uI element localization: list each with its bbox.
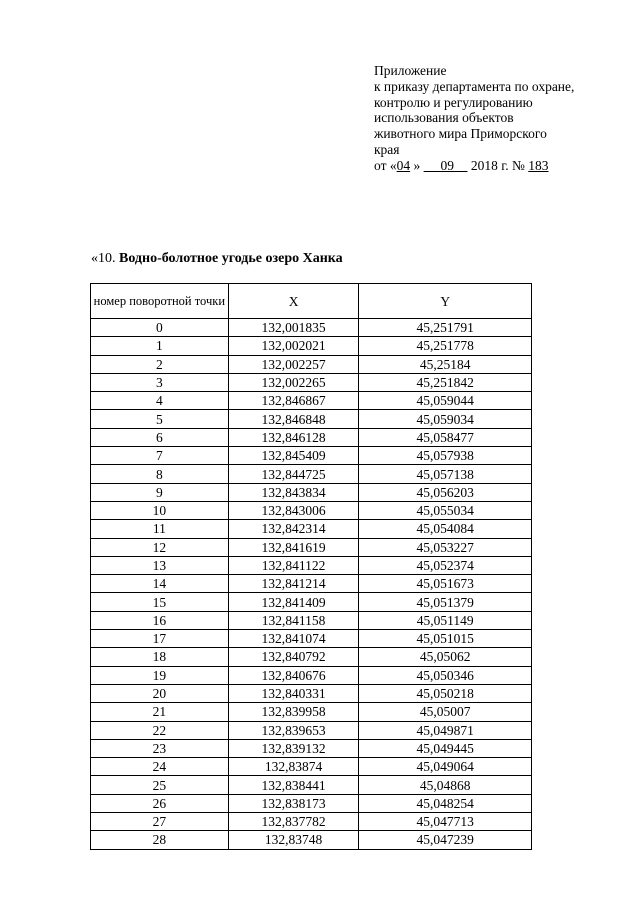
cell-y: 45,053227 (359, 538, 532, 556)
table-row (91, 684, 532, 702)
cell-point-number: 16 (91, 611, 229, 629)
cell-point-number: 15 (91, 593, 229, 611)
cell-x: 132,843834 (228, 483, 359, 501)
cell-y: 45,054084 (359, 520, 532, 538)
cell-y: 45,057938 (359, 447, 532, 465)
cell-point-number: 5 (91, 410, 229, 428)
table-row (91, 447, 532, 465)
table-row (91, 666, 532, 684)
date-day-close: » (410, 157, 424, 173)
date-prefix: от « (374, 157, 397, 173)
cell-point-number: 26 (91, 794, 229, 812)
appendix-line: к приказу департамента по охране, (374, 78, 575, 94)
cell-y: 45,047713 (359, 813, 532, 831)
header-point-number: номер поворотной точки (91, 284, 229, 319)
cell-point-number: 18 (91, 648, 229, 666)
cell-x: 132,846848 (228, 410, 359, 428)
table-row (91, 465, 532, 483)
cell-y: 45,058477 (359, 428, 532, 446)
cell-x: 132,846867 (228, 392, 359, 410)
appendix-line: животного мира Приморского (374, 126, 547, 142)
appendix-date-line (374, 158, 574, 174)
cell-point-number: 0 (91, 319, 229, 337)
cell-x: 132,841122 (228, 556, 359, 574)
section-title: Водно-болотное угодье озеро Ханка (119, 251, 343, 266)
cell-point-number: 11 (91, 520, 229, 538)
appendix-line: использования объектов (374, 110, 514, 126)
cell-x: 132,002257 (228, 355, 359, 373)
cell-point-number: 7 (91, 447, 229, 465)
cell-x: 132,840331 (228, 684, 359, 702)
cell-point-number: 27 (91, 813, 229, 831)
cell-x: 132,83748 (228, 831, 359, 849)
table-row (91, 648, 532, 666)
cell-point-number: 1 (91, 337, 229, 355)
cell-point-number: 10 (91, 501, 229, 519)
cell-y: 45,049445 (359, 739, 532, 757)
cell-y: 45,05007 (359, 703, 532, 721)
date-month-value: 09 (440, 157, 454, 173)
cell-point-number: 22 (91, 721, 229, 739)
table-row (91, 739, 532, 757)
table-row (91, 410, 532, 428)
cell-point-number: 23 (91, 739, 229, 757)
cell-x: 132,841409 (228, 593, 359, 611)
table-row (91, 501, 532, 519)
cell-x: 132,842314 (228, 520, 359, 538)
table-row (91, 776, 532, 794)
cell-y: 45,056203 (359, 483, 532, 501)
cell-point-number: 8 (91, 465, 229, 483)
date-day: 04 (396, 157, 411, 173)
header-x: X (228, 284, 359, 319)
cell-point-number: 28 (91, 831, 229, 849)
cell-point-number: 24 (91, 758, 229, 776)
cell-point-number: 9 (91, 483, 229, 501)
table-row (91, 520, 532, 538)
table-header-row (91, 284, 532, 319)
date-month (424, 158, 468, 173)
cell-x: 132,838173 (228, 794, 359, 812)
cell-y: 45,049871 (359, 721, 532, 739)
cell-x: 132,839958 (228, 703, 359, 721)
table-row (91, 373, 532, 391)
cell-y: 45,050218 (359, 684, 532, 702)
table-row (91, 721, 532, 739)
table-row (91, 337, 532, 355)
cell-y: 45,051015 (359, 630, 532, 648)
cell-point-number: 3 (91, 373, 229, 391)
table-row (91, 593, 532, 611)
appendix-line: края (374, 141, 400, 157)
table-row (91, 428, 532, 446)
table-row (91, 758, 532, 776)
cell-x: 132,002265 (228, 373, 359, 391)
cell-x: 132,843006 (228, 501, 359, 519)
cell-y: 45,049064 (359, 758, 532, 776)
table-row (91, 319, 532, 337)
cell-y: 45,05062 (359, 648, 532, 666)
cell-y: 45,055034 (359, 501, 532, 519)
cell-y: 45,251791 (359, 319, 532, 337)
cell-x: 132,840676 (228, 666, 359, 684)
cell-y: 45,059034 (359, 410, 532, 428)
cell-point-number: 25 (91, 776, 229, 794)
table-body (91, 319, 532, 850)
section-heading (91, 251, 343, 267)
cell-x: 132,844725 (228, 465, 359, 483)
cell-y: 45,052374 (359, 556, 532, 574)
cell-x: 132,841158 (228, 611, 359, 629)
cell-x: 132,838441 (228, 776, 359, 794)
order-number: 183 (528, 157, 549, 173)
cell-x: 132,001835 (228, 319, 359, 337)
section-number: «10. (91, 251, 119, 266)
table-row (91, 538, 532, 556)
cell-point-number: 4 (91, 392, 229, 410)
cell-x: 132,845409 (228, 447, 359, 465)
cell-y: 45,051379 (359, 593, 532, 611)
table-row (91, 483, 532, 501)
cell-x: 132,839653 (228, 721, 359, 739)
cell-x: 132,841619 (228, 538, 359, 556)
table-row (91, 611, 532, 629)
cell-point-number: 21 (91, 703, 229, 721)
cell-y: 45,050346 (359, 666, 532, 684)
cell-point-number: 6 (91, 428, 229, 446)
table-row (91, 794, 532, 812)
cell-point-number: 2 (91, 355, 229, 373)
cell-y: 45,057138 (359, 465, 532, 483)
cell-point-number: 19 (91, 666, 229, 684)
table-row (91, 392, 532, 410)
table-row (91, 556, 532, 574)
cell-point-number: 13 (91, 556, 229, 574)
appendix-block (374, 63, 574, 174)
cell-y: 45,048254 (359, 794, 532, 812)
appendix-title: Приложение (374, 63, 447, 78)
table-row (91, 813, 532, 831)
table-row (91, 575, 532, 593)
table-row (91, 630, 532, 648)
date-year: 2018 г. № (467, 157, 529, 173)
table-row (91, 831, 532, 849)
cell-y: 45,051149 (359, 611, 532, 629)
cell-y: 45,25184 (359, 355, 532, 373)
table-row (91, 703, 532, 721)
cell-point-number: 17 (91, 630, 229, 648)
cell-x: 132,83874 (228, 758, 359, 776)
cell-y: 45,04868 (359, 776, 532, 794)
cell-x: 132,841214 (228, 575, 359, 593)
cell-x: 132,002021 (228, 337, 359, 355)
cell-x: 132,841074 (228, 630, 359, 648)
coordinates-table (90, 283, 532, 850)
appendix-line: контролю и регулированию (374, 94, 533, 110)
cell-point-number: 20 (91, 684, 229, 702)
cell-x: 132,846128 (228, 428, 359, 446)
cell-x: 132,840792 (228, 648, 359, 666)
cell-x: 132,837782 (228, 813, 359, 831)
cell-y: 45,051673 (359, 575, 532, 593)
table-row (91, 355, 532, 373)
cell-y: 45,059044 (359, 392, 532, 410)
cell-x: 132,839132 (228, 739, 359, 757)
header-y: Y (359, 284, 532, 319)
cell-point-number: 14 (91, 575, 229, 593)
cell-y: 45,251778 (359, 337, 532, 355)
cell-y: 45,251842 (359, 373, 532, 391)
cell-point-number: 12 (91, 538, 229, 556)
cell-y: 45,047239 (359, 831, 532, 849)
